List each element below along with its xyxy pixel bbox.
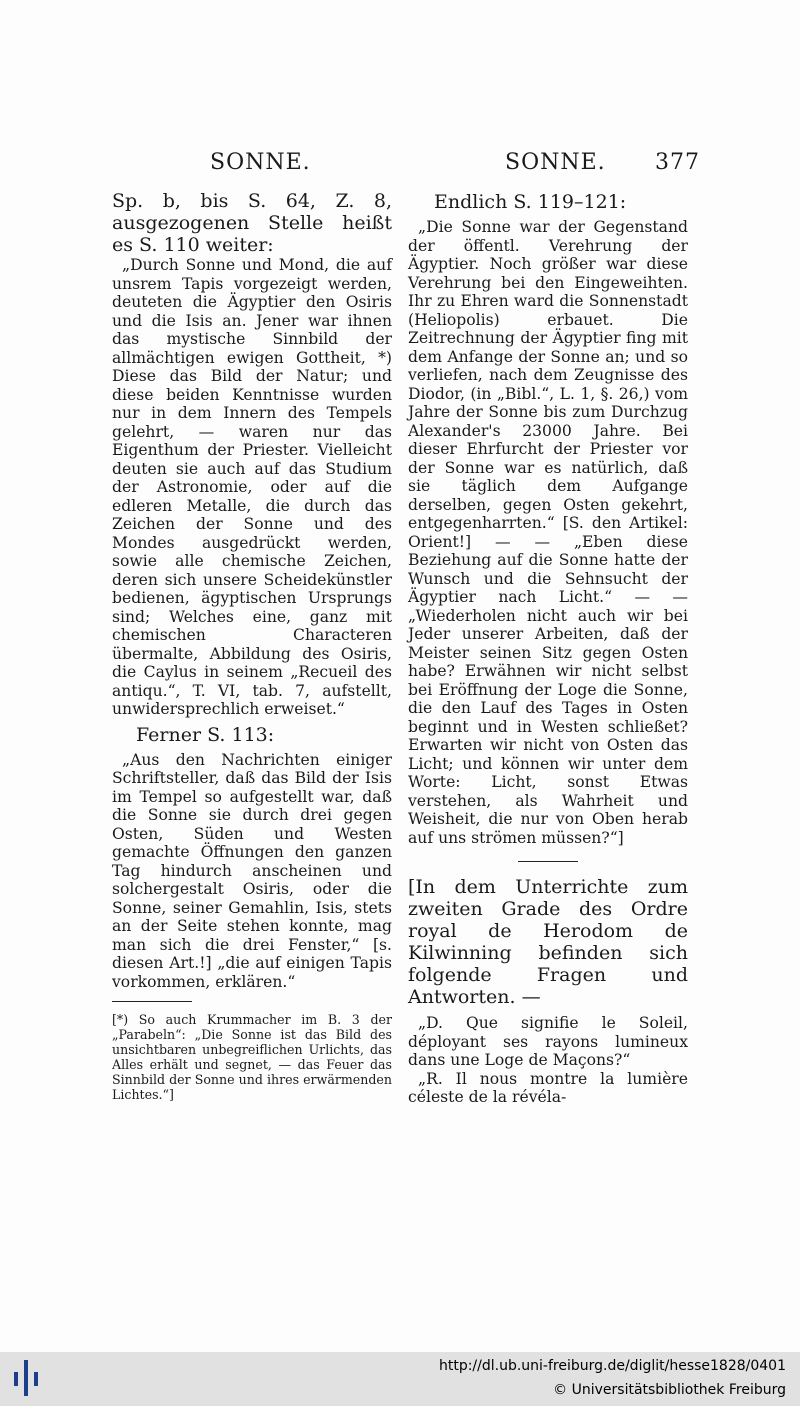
left-column: [112, 190, 392, 1102]
source-url-link[interactable]: http://dl.ub.uni-freiburg.de/diglit/hesse1828/0401: [438, 1358, 786, 1374]
library-logo-icon: [14, 1360, 38, 1396]
header-right-title: SONNE.: [505, 150, 606, 175]
footer-bar: [0, 1352, 800, 1406]
right-quote-1: „Die Sonne war der Gegenstand der öffentl. Verehrung der Ägyptier. Noch größer war diese Verehrung bei den Eingeweihten. Ihr zu Ehren ward die Sonnenstadt (Heliopolis) erbauet. Die Zeitrechnung der Ägyptier fing mit dem Anfange der Sonne an; und so verliefen, nach dem Zeugnisse des Diodor, (in „Bibl.“, L. 1, §. 26,) vom Jahre der Sonne bis zum Durchzug Alexander's 23000 Jahre. Bei dieser Ehrfurcht der Priester vor der Sonne war es natürlich, daß sie täglich dem Aufgange derselben, gegen Osten gekehrt, entgegenharrten.“ [S. den Artikel: Orient!] — — „Eben diese Beziehung auf die Sonne hatte der Wunsch und die Sehnsucht der Ägyptier nach Licht.“ — — „Wiederholen nicht auch wir bei Jeder unserer Arbeiten, daß der Meister seinen Sitz gegen Osten habe? Erwähnen wir nicht selbst bei Eröffnung der Loge die Sonne, die den Lauf des Tages in Osten beginnt und in Westen schließet? Erwarten wir nicht von Osten das Licht; und können wir unter dem Worte: Licht, sonst Etwas verstehen, als Wahrheit und Weisheit, die nur von Oben herab auf uns strömen müssen?“]: [408, 218, 688, 847]
left-lead-text: Sp. b, bis S. 64, Z. 8, ausgezogenen Stelle heißt es S. 110 weiter:: [112, 190, 392, 256]
right-section-intro: [In dem Unterrichte zum zweiten Grade des Ordre royal de Herodom de Kilwinning befinden sich folgende Fragen und Antworten. —: [408, 876, 688, 1008]
left-heading-2: Ferner S. 113:: [136, 723, 275, 746]
left-quote-1: „Durch Sonne und Mond, die auf unsrem Tapis vorgezeigt werden, deuteten die Ägyptier den Osiris und die Isis an. Jener war ihnen das mystische Sinnbild der allmächtigen ewigen Gottheit, *) Diese das Bild der Natur; und diese beiden Kenntnisse wurden nur in dem Innern des Tempels gelehrt, — waren nur das Eigenthum der Priester. Vielleicht deuten sie auch auf das Studium der Astronomie, oder auf die edleren Metalle, die durch das Zeichen der Sonne und des Mondes ausgedrückt werden, sowie alle chemische Zeichen, deren sich unsere Scheidekünstler bedienen, ägyptischen Ursprungs sind; Welches eine, ganz mit chemischen Characteren übermalte, Abbildung des Osiris, die Caylus in seinem „Recueil des antiqu.“, T. VI, tab. 7, aufstellt, unwidersprechlich erweiset.“: [112, 256, 392, 718]
right-heading: Endlich S. 119–121:: [434, 191, 627, 213]
header-left-title: SONNE.: [210, 150, 311, 175]
footnote-divider: [112, 1001, 192, 1002]
answer-r: „R. Il nous montre la lumière céleste de la révéla-: [408, 1069, 688, 1106]
section-divider: [518, 861, 578, 862]
left-quote-2: „Aus den Nachrichten einiger Schriftsteller, daß das Bild der Isis im Tempel so aufgestellt war, daß die Sonne sie durch drei gegen Osten, Süden und Westen gemachte Öffnungen den ganzen Tag hindurch anscheinen und solchergestalt Osiris, oder die Sonne, seiner Gemahlin, Isis, stets an der Seite stehen konnte, mag man sich die drei Fenster,“ [s. diesen Art.!] „die auf einigen Tapis vorkommen, erklären.“: [112, 750, 392, 991]
question-d: „D. Que signifie le Soleil, déployant ses rayons lumineux dans une Loge de Maçons?“: [408, 1014, 688, 1069]
right-column: [408, 190, 688, 1107]
footnote: [*) So auch Krummacher im B. 3 der „Parabeln“: „Die Sonne ist das Bild des unsichtbaren unbegreiflichen Urlichts, das Alles erhält und segnet, — das Feuer das Sinnbild der Sonne und ihres erwärmenden Lichtes.“]: [112, 1012, 392, 1102]
copyright-text: © Universitätsbibliothek Freiburg: [553, 1382, 786, 1398]
page-number: 377: [655, 150, 700, 175]
